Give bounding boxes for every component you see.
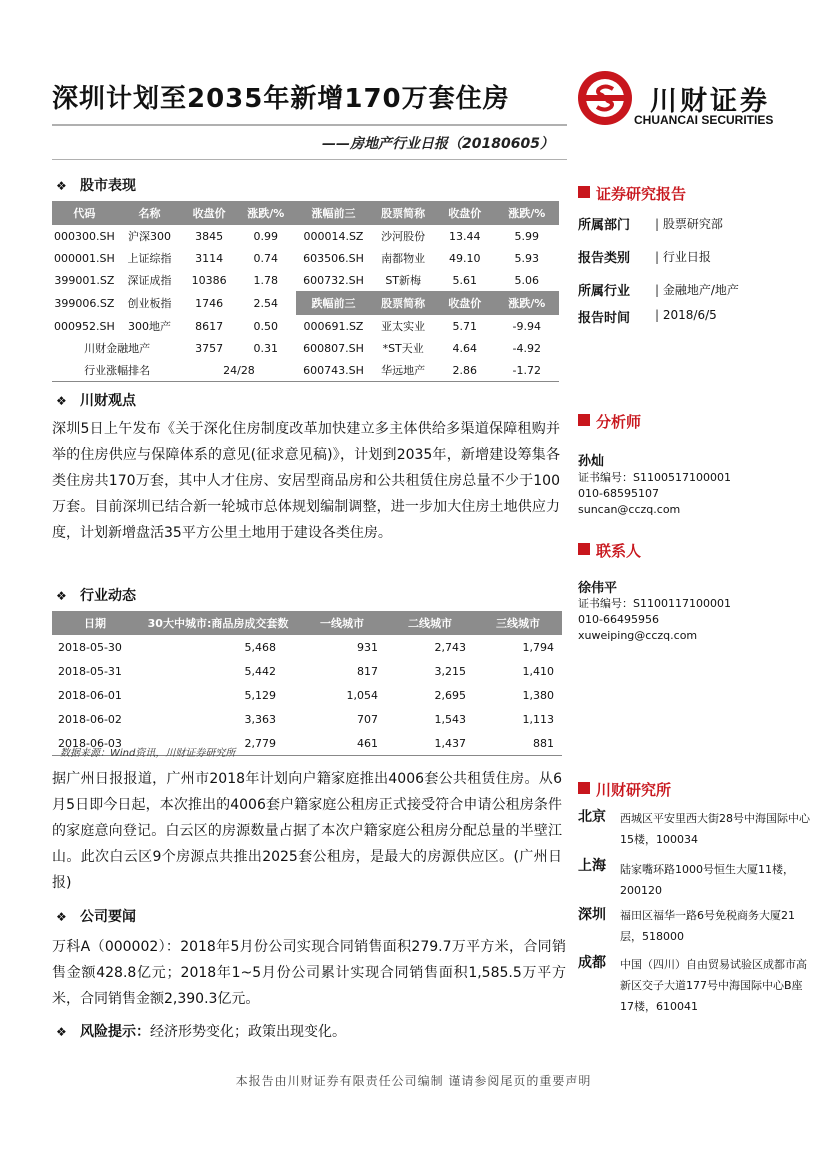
company-paragraph: 万科A（000002）：2018年5月份公司实现合同销售面积279.7万平方米，合同销售金额428.8亿元；2018年1~5月份公司累计实现合同销售面积1,585.5万平方米，合同销售金额2,390.3亿元。 [52, 939, 566, 1007]
table-row: 2018-06-02 3,363 707 1,543 1,113 [58, 712, 554, 726]
contact-heading: 联系人 [578, 540, 641, 561]
table-row: 399001.SZ 深证成指 10386 1.78 600732.SH ST新梅 5.61 5.06 [54, 273, 539, 287]
square-bullet-icon [578, 414, 590, 426]
info-value: | 金融地产/地产 [655, 281, 739, 298]
industry-paragraph: 据广州日报报道，广州市2018年计划向户籍家庭推出4006套公共租赁住房。从6月5日即今日起，本次推出的4006套户籍家庭公租房正式接受符合申请公租房条件的家庭意向登记。白云区的房源数量占据了本次户籍家庭公租房分配总量的半壁江山。此次白云区9个房源点共推出2025套公租房，是最大的房源供应区。(广州日报) [52, 771, 562, 891]
analyst-name: 孙灿 [578, 454, 605, 469]
info-value: | 股票研究部 [655, 215, 723, 232]
analyst-cert: 证书编号：S1100517100001 [578, 471, 731, 484]
info-label: 报告类别 [578, 251, 631, 266]
subtitle-rule [52, 159, 567, 160]
risk-note: ❖ 风险提示：经济形势变化；政策出现变化。 [56, 1024, 346, 1040]
table-row: 000001.SH 上证综指 3114 0.74 603506.SH 南都物业 49.10 5.93 [54, 251, 539, 265]
info-value: | 2018/6/5 [655, 308, 717, 322]
report-subtitle: ——房地产行业日报（20180605） [322, 136, 554, 152]
report-info-heading: 证券研究报告 [578, 183, 686, 204]
table-row: 2018-05-30 5,468 931 2,743 1,794 [58, 640, 554, 654]
brand-logo [578, 71, 632, 125]
header-rule [52, 124, 567, 126]
diamond-bullet-icon: ❖ [56, 179, 67, 193]
table-row: 行业涨幅排名 24/28 600743.SH 华远地产 2.86 -1.72 [52, 359, 559, 382]
info-label: 报告时间 [578, 311, 631, 326]
office-city: 上海 [578, 858, 606, 874]
office-address: 福田区福华一路6号免税商务大厦21层，518000 [620, 909, 795, 943]
market-table [52, 201, 559, 382]
view-section-heading: ❖ 川财观点 [56, 393, 136, 409]
info-label: 所属行业 [578, 284, 631, 299]
table-row: 399006.SZ 创业板指 1746 2.54 跌幅前三 股票简称 收盘价 涨跌/% [52, 291, 559, 315]
institute-heading: 川财研究所 [578, 779, 671, 800]
view-paragraph: 深圳5日上午发布《关于深化住房制度改革加快建立多主体供给多渠道保障租购并举的住房供应与保障体系的意见(征求意见稿)》，计划到2035年，新增建设筹集各类住房共170万套，其中人才住房、安居型商品房和公共租赁住房总量不少于100万套。目前深圳已结合新一轮城市总体规划编制调整，进一步加大住房土地供应力度，计划新增盘活35平方公里土地用于建设各类住房。 [52, 421, 560, 541]
industry-header-row: 日期 30大中城市:商品房成交套数 一线城市 二线城市 三线城市 [52, 611, 562, 635]
contact-email: xuweiping@cczq.com [578, 629, 698, 642]
square-bullet-icon [578, 543, 590, 555]
analyst-heading: 分析师 [578, 411, 641, 432]
office-city: 成都 [578, 955, 606, 971]
market-section-heading: ❖ 股市表现 [56, 178, 136, 194]
office-address: 西城区平安里西大街28号中海国际中心15楼，100034 [620, 812, 810, 846]
square-bullet-icon [578, 782, 590, 794]
office-address: 中国（四川）自由贸易试验区成都市高新区交子大道177号中海国际中心B座17楼，610041 [620, 958, 807, 1013]
table-row: 川财金融地产 3757 0.31 600807.SH *ST天业 4.64 -4.92 [84, 341, 541, 355]
info-label: 所属部门 [578, 218, 631, 233]
company-section-heading: ❖ 公司要闻 [56, 909, 136, 925]
report-title: 深圳计划至2035年新增170万套住房 [52, 84, 510, 114]
diamond-bullet-icon: ❖ [56, 910, 67, 924]
table-row: 2018-05-31 5,442 817 3,215 1,410 [58, 664, 554, 678]
brand-name-cn: 川财证券 [650, 86, 770, 117]
industry-table [52, 611, 562, 756]
data-source-note: 数据来源：Wind资讯，川财证券研究所 [60, 748, 236, 759]
office-city: 北京 [578, 809, 606, 825]
diamond-bullet-icon: ❖ [56, 589, 67, 603]
diamond-bullet-icon: ❖ [56, 394, 67, 408]
contact-cert: 证书编号：S1100117100001 [578, 597, 731, 610]
contact-phone: 010-66495956 [578, 613, 659, 626]
diamond-bullet-icon: ❖ [56, 1025, 67, 1039]
contact-name: 徐伟平 [578, 581, 618, 596]
market-header-row: 代码 名称 收盘价 涨跌/% 涨幅前三 股票简称 收盘价 涨跌/% [52, 201, 559, 225]
table-row: 000300.SH 沪深300 3845 0.99 000014.SZ 沙河股份 13.44 5.99 [54, 229, 539, 243]
table-row: 000952.SH 300地产 8617 0.50 000691.SZ 亚太实业 5.71 -9.94 [54, 319, 541, 333]
office-address: 陆家嘴环路1000号恒生大厦11楼，200120 [620, 863, 794, 897]
info-value: | 行业日报 [655, 248, 711, 265]
footer-disclaimer: 本报告由川财证券有限责任公司编制 谨请参阅尾页的重要声明 [235, 1074, 592, 1088]
industry-section-heading: ❖ 行业动态 [56, 588, 136, 604]
table-row: 2018-06-01 5,129 1,054 2,695 1,380 [58, 688, 554, 702]
table-row: 2018-06-03 2,779 461 1,437 881 [52, 731, 562, 756]
office-city: 深圳 [578, 907, 606, 923]
analyst-email: suncan@cczq.com [578, 503, 681, 516]
analyst-phone: 010-68595107 [578, 487, 659, 500]
square-bullet-icon [578, 186, 590, 198]
brand-name-en: CHUANCAI SECURITIES [634, 113, 774, 127]
